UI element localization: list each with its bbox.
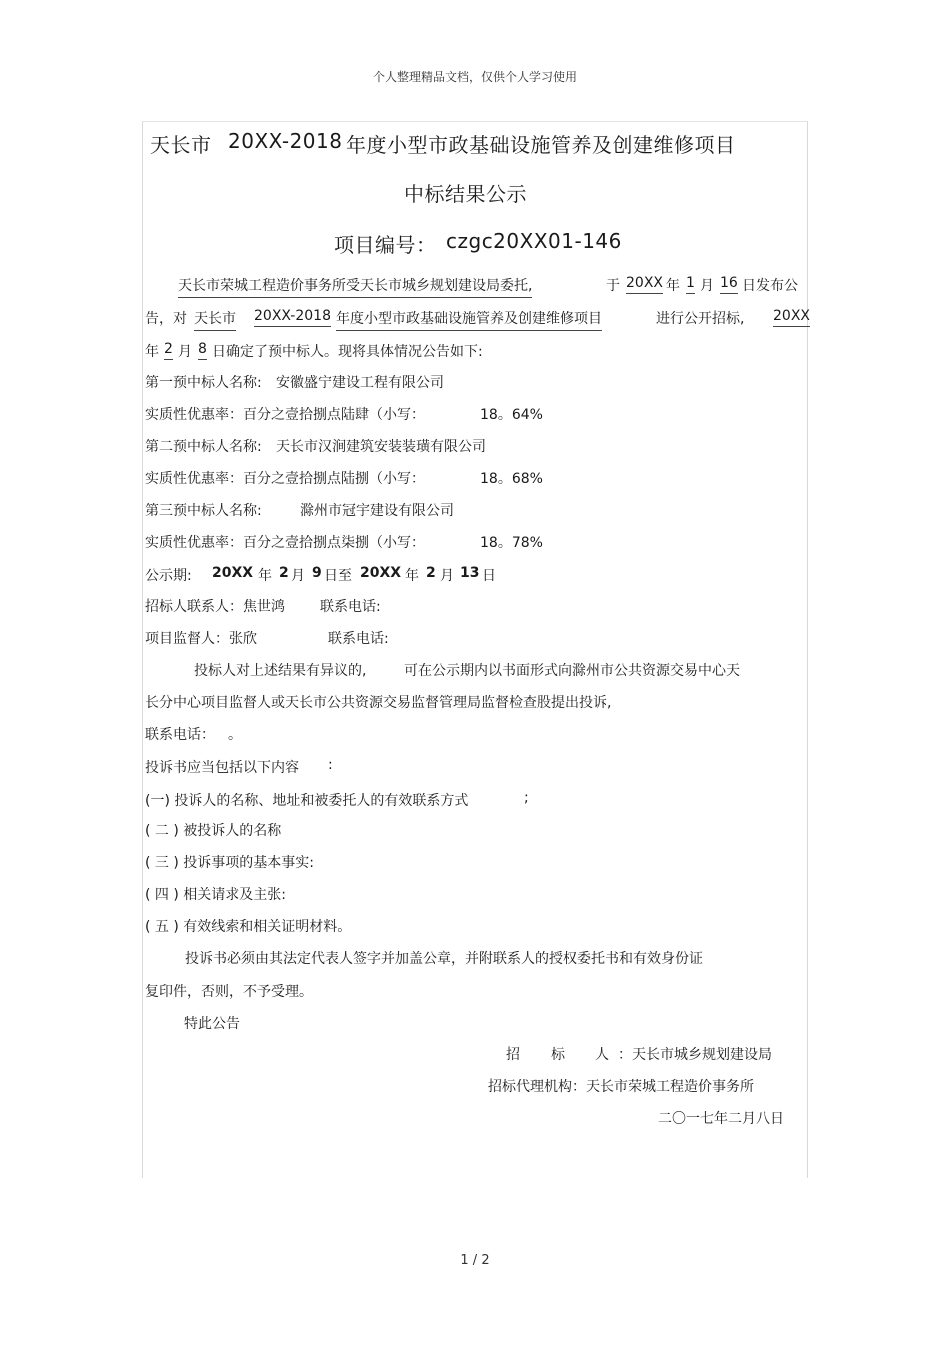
title-line1-a: 天长市 bbox=[150, 133, 212, 157]
complaint-intro-colon: : bbox=[328, 757, 333, 773]
candidate-3-rate-label: 实质性优惠率：百分之壹拾捌点柒捌（小写： bbox=[145, 535, 425, 551]
signoff-tenderer-char-2: 标 bbox=[551, 1047, 565, 1063]
objection-phone: 联系电话： bbox=[145, 727, 215, 743]
candidate-2-name: 天长市汉涧建筑安装装璜有限公司 bbox=[276, 439, 486, 455]
page-number: 1 / 2 bbox=[460, 1253, 490, 1268]
intro-project-b: 20XX-2018 bbox=[254, 308, 331, 327]
intro-tail: 日确定了预中标人。现将具体情况公告如下: bbox=[212, 344, 483, 360]
complaint-item-1-end: ; bbox=[524, 790, 529, 806]
complaint-item-3: ( 三 ) 投诉事项的基本事实: bbox=[145, 855, 314, 871]
intro-gao-dui: 告，对 bbox=[145, 311, 187, 327]
objection-line2: 长分中心项目监督人或天长市公共资源交易监督管理局监督检查股提出投诉, bbox=[145, 695, 612, 711]
tenderer-phone: 联系电话: bbox=[320, 599, 381, 615]
intro-year: 20XX bbox=[626, 275, 663, 294]
period-to: 日至 bbox=[324, 568, 352, 584]
signoff-tenderer-value: ：天长市城乡规划建设局 bbox=[618, 1047, 772, 1063]
candidate-2-label: 第二预中标人名称: bbox=[145, 439, 262, 455]
intro-yue2: 月 bbox=[178, 344, 192, 360]
signoff-tenderer-char-3: 人 bbox=[595, 1047, 609, 1063]
supervisor-phone: 联系电话: bbox=[328, 631, 389, 647]
objection-line1-a: 投标人对上述结果有异议的, bbox=[194, 663, 367, 679]
tenderer-contact: 招标人联系人：焦世鸿 bbox=[145, 599, 285, 615]
intro-day: 16 bbox=[720, 275, 738, 294]
signoff-agency: 招标代理机构：天长市荣城工程造价事务所 bbox=[488, 1079, 754, 1095]
period-start-year: 20XX bbox=[212, 565, 254, 581]
period-end-ri: 日 bbox=[482, 568, 496, 584]
title-line1-b: 20XX-2018 bbox=[228, 129, 343, 153]
period-end-day: 13 bbox=[460, 565, 480, 581]
title-line2: 中标结果公示 bbox=[404, 182, 527, 206]
intro-nian2: 年 bbox=[145, 344, 159, 360]
period-end-year: 20XX bbox=[360, 565, 402, 581]
complaint-item-1: (一) 投诉人的名称、地址和被委托人的有效联系方式 bbox=[145, 793, 469, 809]
complaint-intro: 投诉书应当包括以下内容 bbox=[145, 760, 299, 776]
period-start-yue: 月 bbox=[291, 568, 305, 584]
project-supervisor: 项目监督人：张欣 bbox=[145, 631, 257, 647]
intro-nian: 年 bbox=[666, 278, 680, 294]
intro-open-bid: 进行公开招标, bbox=[656, 311, 745, 327]
candidate-1-name: 安徽盛宁建设工程有限公司 bbox=[276, 375, 444, 391]
intro-month: 1 bbox=[686, 275, 695, 294]
objection-line1-b: 可在公示期内以书面形式向滁州市公共资源交易中心天 bbox=[404, 663, 740, 679]
intro-yue: 月 bbox=[700, 278, 714, 294]
candidate-2-rate: 18。68% bbox=[480, 471, 543, 487]
complaint-item-5: ( 五 ) 有效线索和相关证明材料。 bbox=[145, 919, 352, 935]
period-label: 公示期: bbox=[145, 568, 192, 584]
period-end-nian: 年 bbox=[405, 568, 419, 584]
closing: 特此公告 bbox=[184, 1016, 240, 1032]
candidate-1-rate-label: 实质性优惠率：百分之壹拾捌点陆肆（小写： bbox=[145, 407, 425, 423]
header-note: 个人整理精品文档，仅供个人学习使用 bbox=[372, 70, 577, 84]
candidate-3-name: 滁州市冠宇建设有限公司 bbox=[300, 503, 454, 519]
project-number: czgc20XX01-146 bbox=[446, 229, 622, 253]
intro-project-c: 年度小型市政基础设施管养及创建维修项目 bbox=[336, 308, 602, 331]
intro-yu: 于 bbox=[606, 278, 620, 294]
intro-agency: 天长市荣城工程造价事务所受天长市城乡规划建设局委托, bbox=[178, 275, 532, 298]
period-start-nian: 年 bbox=[258, 568, 272, 584]
intro-month2: 2 bbox=[164, 341, 173, 360]
candidate-1-rate: 18。64% bbox=[480, 407, 543, 423]
period-start-month: 2 bbox=[279, 565, 289, 581]
intro-publish: 日发布公 bbox=[742, 278, 798, 294]
signature-note-line2: 复印件，否则，不予受理。 bbox=[145, 984, 313, 1000]
period-end-month: 2 bbox=[426, 565, 436, 581]
signoff-date: 二〇一七年二月八日 bbox=[658, 1111, 784, 1127]
intro-year2: 20XX bbox=[773, 308, 810, 327]
candidate-3-label: 第三预中标人名称: bbox=[145, 503, 262, 519]
objection-phone-end: 。 bbox=[228, 727, 242, 743]
intro-project-a: 天长市 bbox=[194, 308, 236, 331]
intro-day2: 8 bbox=[198, 341, 207, 360]
candidate-3-rate: 18。78% bbox=[480, 535, 543, 551]
candidate-1-label: 第一预中标人名称: bbox=[145, 375, 262, 391]
complaint-item-4: ( 四 ) 相关请求及主张: bbox=[145, 887, 286, 903]
project-number-label: 项目编号： bbox=[334, 233, 437, 257]
period-end-yue: 月 bbox=[440, 568, 454, 584]
period-start-day: 9 bbox=[312, 565, 322, 581]
signoff-tenderer-char-1: 招 bbox=[506, 1047, 520, 1063]
complaint-item-2: ( 二 ) 被投诉人的名称 bbox=[145, 823, 282, 839]
candidate-2-rate-label: 实质性优惠率：百分之壹拾捌点陆捌（小写： bbox=[145, 471, 425, 487]
title-line1-c: 年度小型市政基础设施管养及创建维修项目 bbox=[346, 133, 736, 157]
signature-note-line1: 投诉书必须由其法定代表人签字并加盖公章，并附联系人的授权委托书和有效身份证 bbox=[185, 951, 703, 967]
